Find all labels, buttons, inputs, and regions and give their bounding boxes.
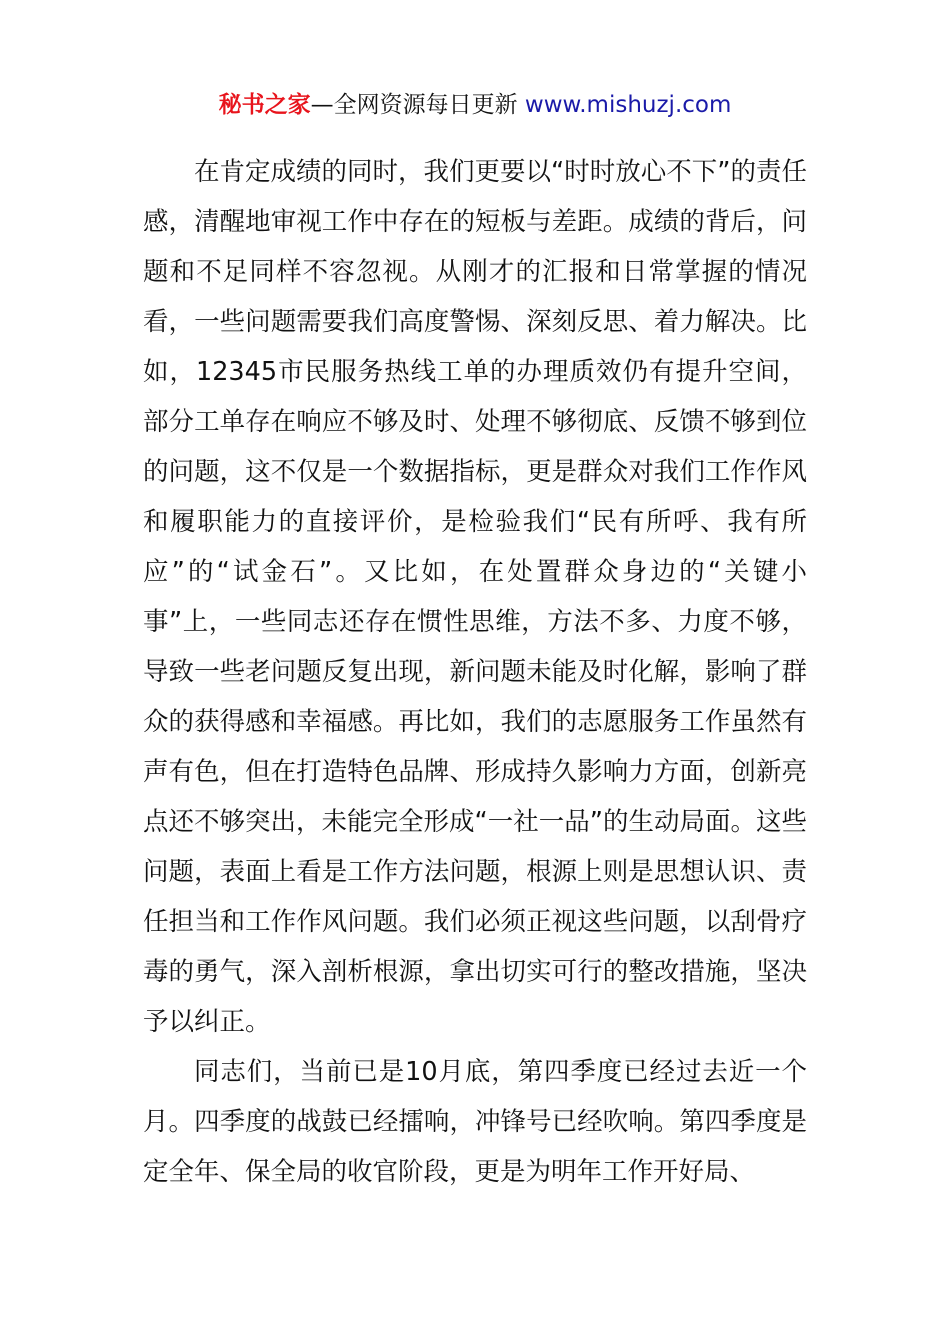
brand-name: 秘书之家 xyxy=(218,92,311,118)
header-slogan: —全网资源每日更新 xyxy=(310,92,518,118)
header-banner xyxy=(0,88,950,122)
paragraph-1: 在肯定成绩的同时，我们更要以“时时放心不下”的责任感，清醒地审视工作中存在的短板与差距。成绩的背后，问题和不足同样不容忽视。从刚才的汇报和日常掌握的情况看，一些问题需要我们高度警惕、深刻反思、着力解决。比如，12345市民服务热线工单的办理质效仍有提升空间，部分工单存在响应不够及时、处理不够彻底、反馈不够到位的问题，这不仅是一个数据指标，更是群众对我们工作作风和履职能力的直接评价，是检验我们“民有所呼、我有所应”的“试金石”。又比如，在处置群众身边的“关键小事”上，一些同志还存在惯性思维，方法不多、力度不够，导致一些老问题反复出现，新问题未能及时化解，影响了群众的获得感和幸福感。再比如，我们的志愿服务工作虽然有声有色，但在打造特色品牌、形成持久影响力方面，创新亮点还不够突出，未能完全形成“一社一品”的生动局面。这些问题，表面上看是工作方法问题，根源上则是思想认识、责任担当和工作作风问题。我们必须正视这些问题，以刮骨疗毒的勇气，深入剖析根源，拿出切实可行的整改措施，坚决予以纠正。 xyxy=(143,157,807,1037)
document-body xyxy=(143,147,807,1197)
paragraph-2: 同志们，当前已是10月底，第四季度已经过去近一个月。四季度的战鼓已经擂响，冲锋号已经吹响。第四季度是定全年、保全局的收官阶段，更是为明年工作开好局、 xyxy=(143,1057,807,1187)
header-url-link[interactable]: www.mishuzj.com xyxy=(524,92,732,118)
